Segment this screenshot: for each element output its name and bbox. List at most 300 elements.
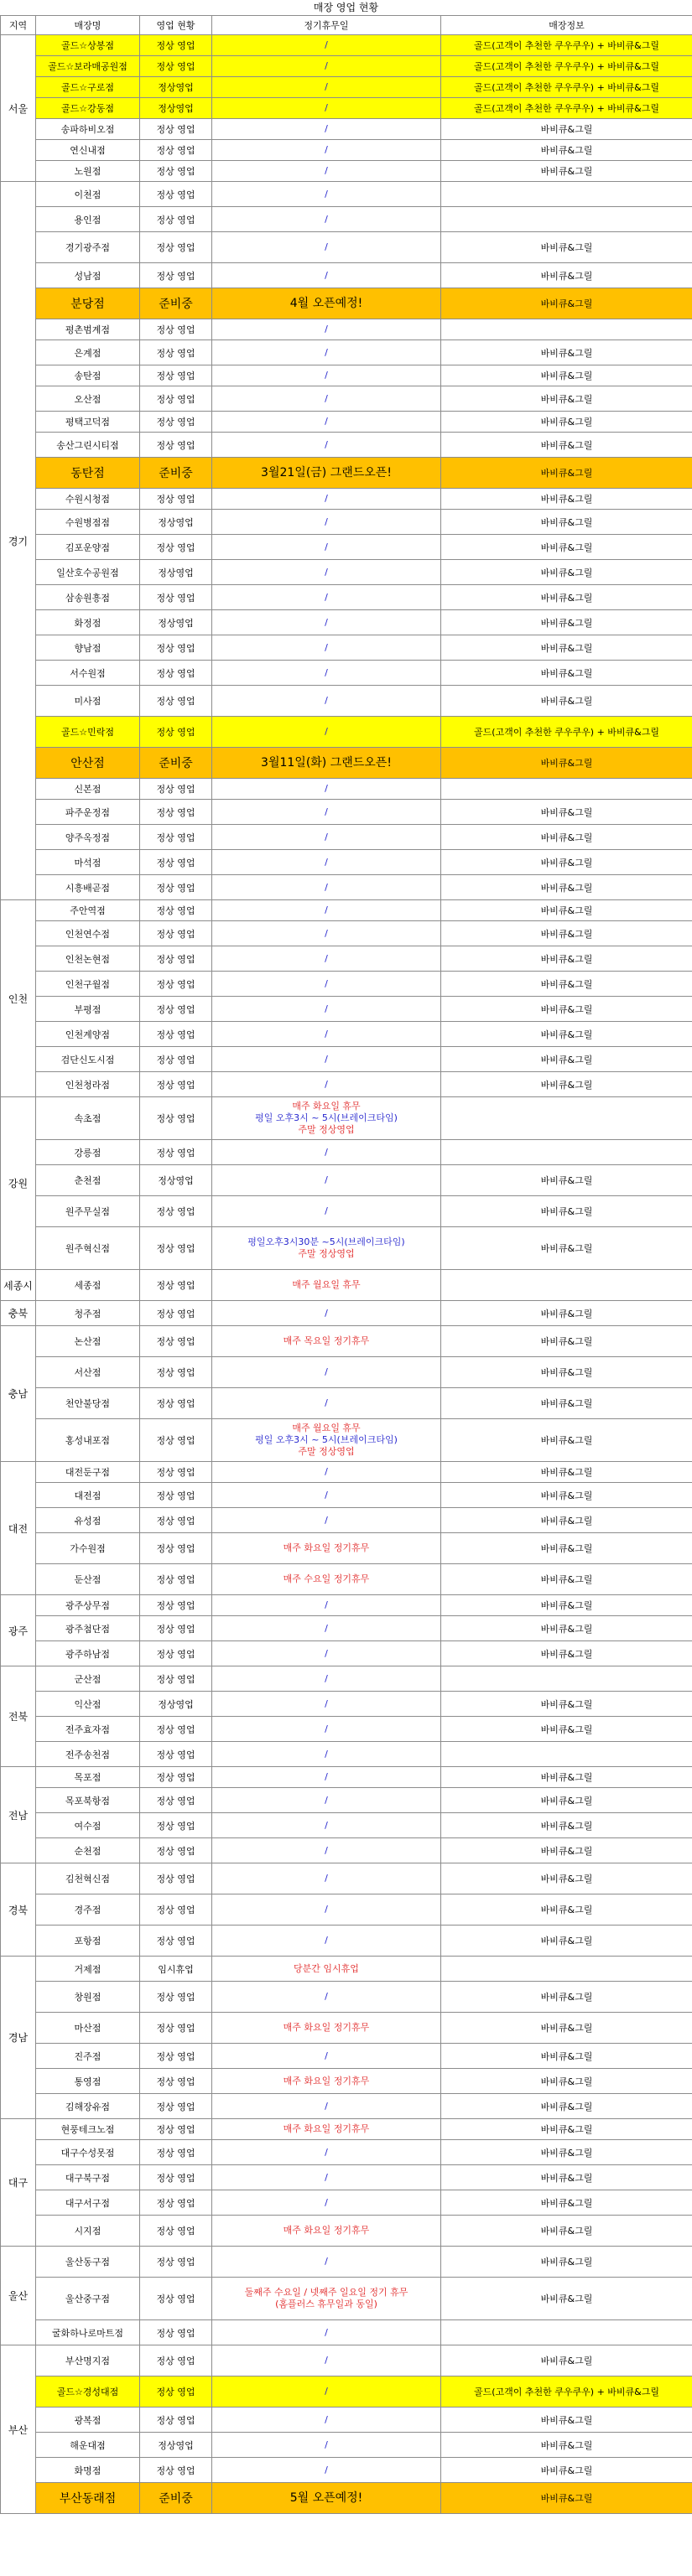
holiday-line: 주말 정상영업 <box>298 1248 355 1259</box>
table-row <box>1 1357 692 1388</box>
status-cell: 정상 영업 <box>140 207 212 232</box>
store-info-cell: 바비큐&그릴 <box>441 489 692 510</box>
holiday-line: 매주 화요일 정기휴무 <box>283 2022 370 2033</box>
store-info-cell: 바비큐&그릴 <box>441 535 692 560</box>
table-row <box>1 2044 692 2069</box>
holiday-cell <box>212 1863 441 1894</box>
header-store-name: 매장명 <box>36 16 140 35</box>
holiday-cell <box>212 340 441 365</box>
holiday-cell <box>212 1301 441 1326</box>
status-cell: 정상 영업 <box>140 1616 212 1641</box>
store-info-cell: 바비큐&그릴 <box>441 1508 692 1533</box>
store-info-cell: 바비큐&그릴 <box>441 161 692 182</box>
store-info-cell <box>441 2320 692 2345</box>
holiday-line: 매주 목요일 정기휴무 <box>283 1335 370 1346</box>
table-row <box>1 412 692 433</box>
holiday-line: 5월 오픈예정! <box>289 2491 363 2505</box>
table-row <box>1 1717 692 1742</box>
region-cell: 세종시 <box>1 1270 36 1301</box>
store-info-cell: 바비큐&그릴 <box>441 997 692 1022</box>
holiday-cell <box>212 535 441 560</box>
holiday-line: / <box>325 1794 328 1806</box>
holiday-line: / <box>325 952 328 964</box>
status-cell: 정상 영업 <box>140 489 212 510</box>
table-row <box>1 1196 692 1227</box>
table-row <box>1 2140 692 2165</box>
table-row <box>1 1838 692 1863</box>
store-name-cell: 동탄점 <box>36 458 140 489</box>
status-cell: 정상 영업 <box>140 635 212 661</box>
status-cell: 정상 영업 <box>140 1326 212 1357</box>
holiday-line: / <box>325 1697 328 1709</box>
store-info-cell: 바비큐&그릴 <box>441 1196 692 1227</box>
holiday-cell <box>212 2069 441 2094</box>
store-info-cell: 바비큐&그릴 <box>441 232 692 263</box>
table-row <box>1 2247 692 2278</box>
table-row <box>1 119 692 140</box>
status-cell: 준비중 <box>140 458 212 489</box>
holiday-cell <box>212 585 441 610</box>
holiday-cell <box>212 77 441 98</box>
store-name-cell: 은계점 <box>36 340 140 365</box>
holiday-line: / <box>325 783 328 794</box>
store-info-cell: 바비큐&그릴 <box>441 2345 692 2376</box>
holiday-line: / <box>325 591 328 603</box>
table-row <box>1 686 692 717</box>
status-cell: 정상 영업 <box>140 686 212 717</box>
holiday-line: / <box>325 1819 328 1831</box>
status-cell: 정상 영업 <box>140 412 212 433</box>
holiday-line: / <box>325 1146 328 1158</box>
holiday-line: / <box>325 370 328 381</box>
store-name-cell: 여수점 <box>36 1813 140 1838</box>
holiday-line: / <box>325 2146 328 2158</box>
store-name-cell: 이천점 <box>36 182 140 207</box>
store-name-cell: 순천점 <box>36 1838 140 1863</box>
holiday-line: / <box>325 1873 328 1884</box>
store-info-cell: 바비큐&그릴 <box>441 365 692 386</box>
store-info-cell <box>441 1742 692 1767</box>
store-name-cell: 미사점 <box>36 686 140 717</box>
holiday-cell <box>212 288 441 319</box>
holiday-line: / <box>325 39 328 50</box>
store-info-cell: 바비큐&그릴 <box>441 1788 692 1813</box>
table-row <box>1 972 692 997</box>
holiday-cell <box>212 1533 441 1564</box>
store-name-cell: 주안역점 <box>36 900 140 921</box>
status-cell: 정상 영업 <box>140 2094 212 2119</box>
holiday-line: / <box>325 2355 328 2366</box>
table-row <box>1 2376 692 2408</box>
table-row <box>1 1508 692 1533</box>
store-info-cell: 골드(고객이 추천한 쿠우쿠우) + 바비큐&그릴 <box>441 98 692 119</box>
holiday-line: / <box>325 831 328 842</box>
holiday-cell <box>212 489 441 510</box>
region-cell: 충북 <box>1 1301 36 1326</box>
status-cell: 정상 영업 <box>140 946 212 972</box>
store-name-cell: 굴화하나로마트점 <box>36 2320 140 2345</box>
holiday-cell <box>212 1508 441 1533</box>
store-info-cell: 바비큐&그릴 <box>441 1388 692 1419</box>
store-info-cell: 골드(고객이 추천한 쿠우쿠우) + 바비큐&그릴 <box>441 2376 692 2408</box>
table-row <box>1 1072 692 1097</box>
store-name-cell: 성남점 <box>36 263 140 288</box>
holiday-line: 3월11일(화) 그랜드오픈! <box>261 756 392 770</box>
table-row <box>1 433 692 458</box>
status-cell: 정상 영업 <box>140 2247 212 2278</box>
store-info-cell: 바비큐&그릴 <box>441 1595 692 1616</box>
store-info-cell: 바비큐&그릴 <box>441 2013 692 2044</box>
holiday-line: 매주 월요일 휴무 <box>292 1423 361 1433</box>
holiday-cell <box>212 2408 441 2433</box>
store-name-cell: 오산점 <box>36 386 140 412</box>
store-info-cell: 바비큐&그릴 <box>441 748 692 779</box>
table-row <box>1 1894 692 1926</box>
store-name-cell: 군산점 <box>36 1666 140 1692</box>
holiday-cell <box>212 2320 441 2345</box>
status-cell: 정상 영업 <box>140 535 212 560</box>
header-region: 지역 <box>1 16 36 35</box>
holiday-cell <box>212 850 441 875</box>
holiday-line: (홈플러스 휴무일과 동일) <box>275 2299 377 2309</box>
store-info-cell <box>441 1666 692 1692</box>
table-row <box>1 560 692 585</box>
status-cell: 정상 영업 <box>140 2278 212 2320</box>
status-cell: 정상 영업 <box>140 1717 212 1742</box>
holiday-line: / <box>325 541 328 552</box>
status-cell: 정상 영업 <box>140 161 212 182</box>
holiday-cell <box>212 365 441 386</box>
store-info-cell: 바비큐&그릴 <box>441 946 692 972</box>
store-name-cell: 김포운양점 <box>36 535 140 560</box>
store-info-cell: 바비큐&그릴 <box>441 2278 692 2320</box>
table-row <box>1 288 692 319</box>
holiday-cell <box>212 458 441 489</box>
store-name-cell: 향남점 <box>36 635 140 661</box>
holiday-cell <box>212 2433 441 2458</box>
store-name-cell: 원주무실점 <box>36 1196 140 1227</box>
store-name-cell: 울산동구점 <box>36 2247 140 2278</box>
holiday-line: / <box>325 616 328 628</box>
store-info-cell <box>441 1097 692 1140</box>
holiday-line: / <box>325 1466 328 1477</box>
holiday-cell <box>212 1616 441 1641</box>
store-info-cell: 바비큐&그릴 <box>441 2044 692 2069</box>
status-cell: 정상 영업 <box>140 1196 212 1227</box>
status-cell: 정상 영업 <box>140 2320 212 2345</box>
holiday-cell <box>212 1165 441 1196</box>
holiday-line: / <box>325 1935 328 1946</box>
holiday-cell <box>212 35 441 56</box>
holiday-line: / <box>325 2386 328 2397</box>
status-cell: 정상 영업 <box>140 1508 212 1533</box>
holiday-line: / <box>325 438 328 450</box>
store-name-cell: 송산그린시티점 <box>36 433 140 458</box>
store-name-cell: 청주점 <box>36 1301 140 1326</box>
store-name-cell: 통영점 <box>36 2069 140 2094</box>
table-row <box>1 2094 692 2119</box>
holiday-cell <box>212 2345 441 2376</box>
holiday-line: / <box>325 416 328 427</box>
holiday-cell <box>212 1894 441 1926</box>
status-cell: 준비중 <box>140 748 212 779</box>
status-cell: 정상 영업 <box>140 1022 212 1047</box>
holiday-line: / <box>325 1991 328 2002</box>
store-info-cell: 바비큐&그릴 <box>441 288 692 319</box>
status-cell: 정상 영업 <box>140 1641 212 1666</box>
holiday-line: 매주 화요일 정기휴무 <box>283 2123 370 2134</box>
store-name-cell: 대구북구점 <box>36 2165 140 2190</box>
status-cell: 정상 영업 <box>140 825 212 850</box>
table-row <box>1 77 692 98</box>
store-info-cell: 바비큐&그릴 <box>441 2119 692 2140</box>
status-cell: 정상 영업 <box>140 35 212 56</box>
status-cell: 정상 영업 <box>140 1838 212 1863</box>
holiday-cell <box>212 1196 441 1227</box>
holiday-line: 주말 정상영업 <box>298 1446 355 1457</box>
status-cell: 정상 영업 <box>140 800 212 825</box>
store-info-cell: 바비큐&그릴 <box>441 1767 692 1788</box>
holiday-line: 매주 화요일 휴무 <box>292 1101 361 1112</box>
holiday-line: / <box>325 2171 328 2183</box>
table-row <box>1 2278 692 2320</box>
holiday-cell <box>212 1227 441 1270</box>
holiday-line: / <box>325 1366 328 1377</box>
holiday-cell <box>212 207 441 232</box>
store-info-cell: 바비큐&그릴 <box>441 2216 692 2247</box>
holiday-cell <box>212 232 441 263</box>
holiday-cell <box>212 921 441 946</box>
status-cell: 정상 영업 <box>140 1742 212 1767</box>
table-row <box>1 1926 692 1957</box>
holiday-cell <box>212 2165 441 2190</box>
table-row <box>1 319 692 340</box>
store-table <box>0 15 692 2514</box>
status-cell: 정상 영업 <box>140 1227 212 1270</box>
holiday-line: / <box>325 1514 328 1526</box>
header-row <box>1 16 692 35</box>
holiday-cell <box>212 1462 441 1483</box>
store-name-cell: 송파하비오점 <box>36 119 140 140</box>
holiday-cell <box>212 635 441 661</box>
holiday-cell <box>212 1788 441 1813</box>
status-cell: 정상 영업 <box>140 1863 212 1894</box>
table-row <box>1 365 692 386</box>
store-name-cell: 울산중구점 <box>36 2278 140 2320</box>
store-name-cell: 송탄점 <box>36 365 140 386</box>
store-info-cell: 바비큐&그릴 <box>441 2458 692 2483</box>
holiday-line: / <box>325 1003 328 1014</box>
holiday-cell <box>212 825 441 850</box>
holiday-line: / <box>325 1904 328 1915</box>
store-info-cell: 바비큐&그릴 <box>441 610 692 635</box>
holiday-cell <box>212 1957 441 1982</box>
store-name-cell: 진주점 <box>36 2044 140 2069</box>
table-row <box>1 1097 692 1140</box>
store-info-cell: 골드(고객이 추천한 쿠우쿠우) + 바비큐&그릴 <box>441 717 692 748</box>
store-info-cell: 바비큐&그릴 <box>441 1165 692 1196</box>
status-cell: 정상 영업 <box>140 1813 212 1838</box>
store-name-cell: 천안불당점 <box>36 1388 140 1419</box>
table-row <box>1 510 692 535</box>
store-name-cell: 분당점 <box>36 288 140 319</box>
holiday-cell <box>212 1692 441 1717</box>
holiday-cell <box>212 1564 441 1595</box>
status-cell: 정상 영업 <box>140 1894 212 1926</box>
holiday-cell <box>212 56 441 77</box>
store-name-cell: 김천혁신점 <box>36 1863 140 1894</box>
table-row <box>1 458 692 489</box>
holiday-line: / <box>325 102 328 113</box>
store-info-cell: 바비큐&그릴 <box>441 1301 692 1326</box>
page-title: 매장 영업 현황 <box>313 2 379 13</box>
store-name-cell: 광복점 <box>36 2408 140 2433</box>
store-info-cell: 바비큐&그릴 <box>441 1047 692 1072</box>
table-row <box>1 1666 692 1692</box>
holiday-cell <box>212 2094 441 2119</box>
store-info-cell <box>441 1140 692 1165</box>
holiday-line: / <box>325 695 328 706</box>
table-row <box>1 946 692 972</box>
store-name-cell: 광주첨단점 <box>36 1616 140 1641</box>
store-info-cell: 바비큐&그릴 <box>441 2069 692 2094</box>
holiday-line: / <box>325 324 328 334</box>
store-name-cell: 부산명지점 <box>36 2345 140 2376</box>
store-name-cell: 연신내점 <box>36 140 140 161</box>
store-name-cell: 경주점 <box>36 1894 140 1926</box>
table-row <box>1 2190 692 2216</box>
holiday-line: / <box>325 392 328 404</box>
holiday-cell <box>212 1140 441 1165</box>
store-info-cell: 바비큐&그릴 <box>441 825 692 850</box>
store-info-cell: 바비큐&그릴 <box>441 686 692 717</box>
store-name-cell: 서수원점 <box>36 661 140 686</box>
table-row <box>1 1326 692 1357</box>
store-name-cell: 골드☆강동점 <box>36 98 140 119</box>
table-row <box>1 56 692 77</box>
table-row <box>1 1863 692 1894</box>
holiday-cell <box>212 1483 441 1508</box>
store-name-cell: 안산점 <box>36 748 140 779</box>
holiday-line: / <box>325 927 328 939</box>
holiday-line: / <box>325 1078 328 1090</box>
holiday-cell <box>212 661 441 686</box>
store-info-cell: 바비큐&그릴 <box>441 1813 692 1838</box>
region-cell: 대구 <box>1 2119 36 2247</box>
holiday-cell <box>212 1666 441 1692</box>
status-cell: 정상 영업 <box>140 900 212 921</box>
holiday-line: 매주 화요일 정기휴무 <box>283 2225 370 2236</box>
status-cell: 정상 영업 <box>140 921 212 946</box>
store-name-cell: 골드☆상봉점 <box>36 35 140 56</box>
status-cell: 정상영업 <box>140 2433 212 2458</box>
region-cell: 인천 <box>1 900 36 1097</box>
holiday-cell <box>212 1072 441 1097</box>
table-row <box>1 800 692 825</box>
region-cell: 대전 <box>1 1462 36 1595</box>
status-cell: 정상 영업 <box>140 1788 212 1813</box>
status-cell: 정상 영업 <box>140 997 212 1022</box>
store-name-cell: 경기광주점 <box>36 232 140 263</box>
table-row <box>1 1270 692 1301</box>
region-cell: 경남 <box>1 1957 36 2119</box>
table-row <box>1 1140 692 1165</box>
store-info-cell: 바비큐&그릴 <box>441 1227 692 1270</box>
store-name-cell: 인천연수점 <box>36 921 140 946</box>
holiday-line: 평일 오후3시 ~ 5시(브레이크타임) <box>255 1112 398 1123</box>
table-row <box>1 2069 692 2094</box>
table-row <box>1 1419 692 1462</box>
status-cell: 정상영업 <box>140 510 212 535</box>
holiday-line: 주말 정상영업 <box>298 1124 355 1135</box>
store-name-cell: 광주하남점 <box>36 1641 140 1666</box>
store-info-cell: 골드(고객이 추천한 쿠우쿠우) + 바비큐&그릴 <box>441 56 692 77</box>
store-name-cell: 가수원점 <box>36 1533 140 1564</box>
store-info-cell: 바비큐&그릴 <box>441 433 692 458</box>
holiday-line: 매주 월요일 휴무 <box>292 1279 361 1290</box>
status-cell: 정상 영업 <box>140 340 212 365</box>
status-cell: 정상 영업 <box>140 182 212 207</box>
table-row <box>1 661 692 686</box>
store-name-cell: 부산동래점 <box>36 2483 140 2514</box>
status-cell: 정상 영업 <box>140 717 212 748</box>
store-info-cell: 골드(고객이 추천한 쿠우쿠우) + 바비큐&그릴 <box>441 77 692 98</box>
table-row <box>1 1388 692 1419</box>
table-row <box>1 779 692 800</box>
table-row <box>1 2345 692 2376</box>
table-row <box>1 635 692 661</box>
holiday-line: 매주 화요일 정기휴무 <box>283 2075 370 2086</box>
holiday-cell <box>212 1813 441 1838</box>
table-row <box>1 98 692 119</box>
store-info-cell: 바비큐&그릴 <box>441 1894 692 1926</box>
store-name-cell: 원주혁신점 <box>36 1227 140 1270</box>
holiday-cell <box>212 946 441 972</box>
store-name-cell: 골드☆경성대점 <box>36 2376 140 2408</box>
header-store-info: 매장정보 <box>441 16 692 35</box>
table-row <box>1 1483 692 1508</box>
table-row <box>1 825 692 850</box>
holiday-cell <box>212 1838 441 1863</box>
store-name-cell: 인천논현점 <box>36 946 140 972</box>
holiday-line: / <box>325 1307 328 1319</box>
store-info-cell: 바비큐&그릴 <box>441 972 692 997</box>
table-row <box>1 1462 692 1483</box>
holiday-cell <box>212 1047 441 1072</box>
holiday-cell <box>212 1982 441 2013</box>
store-info-cell <box>441 1270 692 1301</box>
store-name-cell: 시지점 <box>36 2216 140 2247</box>
status-cell: 정상영업 <box>140 1165 212 1196</box>
status-cell: 정상 영업 <box>140 263 212 288</box>
holiday-line: / <box>325 1771 328 1782</box>
holiday-line: / <box>325 346 328 358</box>
table-row <box>1 900 692 921</box>
store-name-cell: 거제점 <box>36 1957 140 1982</box>
holiday-cell <box>212 1926 441 1957</box>
store-info-cell: 바비큐&그릴 <box>441 1483 692 1508</box>
holiday-line: / <box>325 1599 328 1610</box>
table-row <box>1 1788 692 1813</box>
store-info-cell: 바비큐&그릴 <box>441 585 692 610</box>
status-cell: 정상 영업 <box>140 2165 212 2190</box>
holiday-line: / <box>325 2439 328 2450</box>
holiday-cell <box>212 717 441 748</box>
store-info-cell: 바비큐&그릴 <box>441 1838 692 1863</box>
holiday-line: / <box>325 2413 328 2425</box>
store-name-cell: 속초점 <box>36 1097 140 1140</box>
holiday-cell <box>212 686 441 717</box>
